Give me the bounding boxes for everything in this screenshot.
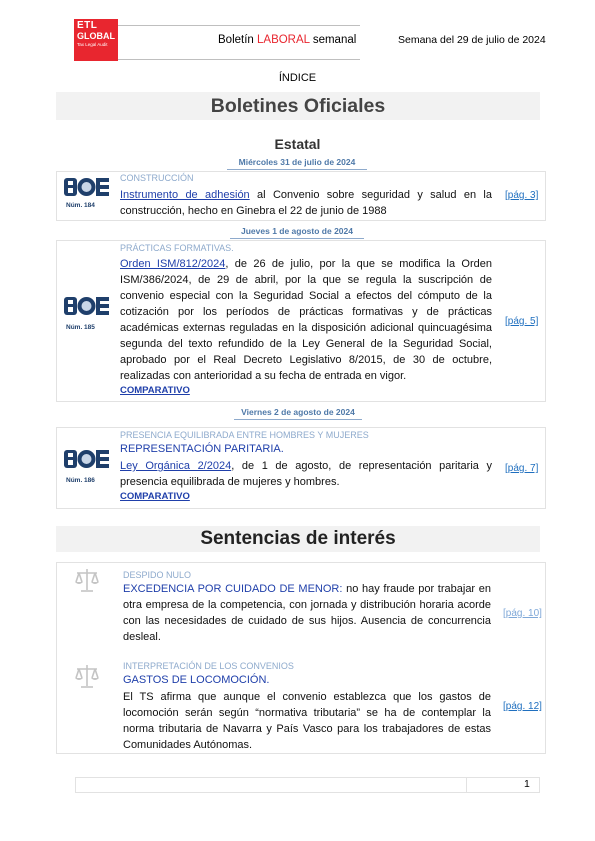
section-title-official: Boletines Oficiales [56, 92, 540, 120]
document-link[interactable]: Instrumento de adhesión [120, 189, 250, 201]
entry-text: Instrumento de adhesión al Convenio sobre seguridad y salud en la construcción, hecho en Ginebra el 22 de junio de 1988 [120, 189, 492, 217]
logo-text-line3: Tax Legal Audit [77, 42, 108, 47]
bulletin-number: Núm. 184 [66, 202, 95, 209]
entry-text: Ley Orgánica 2/2024, de 1 de agosto, de representación paritaria y presencia equilibrada de mujeres y hombres. [120, 460, 492, 488]
ruling-highlight: EXCEDENCIA POR CUIDADO DE MENOR: [123, 583, 343, 595]
entry-category: CONSTRUCCIÓN [120, 173, 194, 183]
bulletin-title: Boletín LABORAL semanal [218, 34, 357, 46]
entry-text: Orden ISM/812/2024, de 26 de julio, por la que se modifica la Orden ISM/386/2024, de 29 de abril, por la que se regula la suscripción de convenio especial con la Seguridad Social a efectos del cómputo de la cotización por los períodos de prácticas formativas y de prácticas académicas externas reguladas en la disposición adicional quincuagésima segunda del texto refundido de la Ley General de la Seguridad Social, aprobado por el Real Decreto Legislativo 8/2015, de 30 de octubre, realizadas con anterioridad a su fecha de entrada en vigor. [120, 258, 492, 382]
date-tab: Jueves 1 de agosto de 2024 [230, 226, 364, 239]
ruling-category: INTERPRETACIÓN DE LOS CONVENIOS [123, 661, 294, 671]
date-tab: Viernes 2 de agosto de 2024 [234, 407, 362, 420]
comparativo-link[interactable]: COMPARATIVO [120, 385, 190, 396]
ruling-subtitle: GASTOS DE LOCOMOCIÓN. [123, 674, 270, 686]
comparativo-link[interactable]: COMPARATIVO [120, 491, 190, 502]
section-subtitle-estatal: Estatal [274, 136, 321, 152]
company-logo [74, 19, 118, 61]
ruling-text: El TS afirma que aunque el convenio establezca que los gastos de locomoción serán según “normativa tributaria” se ha de contemplar la norma tributaria de Navarra y País Vasco para los trabajadores de estas Comunidades Autónomas. [123, 691, 491, 751]
section-title-rulings: Sentencias de interés [56, 526, 540, 552]
boe-logo-icon [64, 177, 109, 197]
bulletin-number: Núm. 186 [66, 477, 95, 484]
ruling-category: DESPIDO NULO [123, 570, 192, 580]
header-rule-bottom [118, 59, 360, 60]
boe-logo-icon [64, 296, 109, 316]
page-reference-link[interactable]: [pág. 10] [503, 608, 542, 619]
page-reference-link[interactable]: [pág. 5] [505, 316, 539, 327]
date-tab: Miércoles 31 de julio de 2024 [227, 157, 367, 170]
page-reference-link[interactable]: [pág. 3] [505, 190, 539, 201]
ruling-text: EXCEDENCIA POR CUIDADO DE MENOR: no hay fraude por trabajar en otra empresa de la competencia, con jornada y distribución horaria acorde con las necesidades de cuidado de sus hijos. Ausencia de concurrencia desleal. [123, 583, 491, 643]
week-label: Semana del 29 de julio de 2024 [398, 34, 546, 46]
entry-subtitle: REPRESENTACIÓN PARITARIA. [120, 443, 284, 455]
page-reference-link[interactable]: [pág. 12] [503, 701, 542, 712]
header-rule-top [118, 25, 360, 26]
entry-category: PRESENCIA EQUILIBRADA ENTRE HOMBRES Y MUJERES [120, 430, 369, 440]
logo-text-line1: ETL [77, 20, 98, 31]
document-link[interactable]: Orden ISM/812/2024 [120, 258, 226, 270]
index-heading: ÍNDICE [278, 72, 317, 84]
page-number: 1 [524, 778, 530, 790]
footer-bar [75, 777, 540, 793]
balance-scale-icon [74, 662, 100, 690]
bulletin-number: Núm. 185 [66, 324, 95, 331]
document-link[interactable]: Ley Orgánica 2/2024 [120, 460, 232, 472]
balance-scale-icon [74, 566, 100, 594]
entry-category: PRÁCTICAS FORMATIVAS. [120, 243, 234, 253]
page-reference-link[interactable]: [pág. 7] [505, 463, 539, 474]
logo-text-line2: GLOBAL [77, 31, 115, 41]
footer-separator [466, 777, 467, 793]
boe-logo-icon [64, 449, 109, 469]
